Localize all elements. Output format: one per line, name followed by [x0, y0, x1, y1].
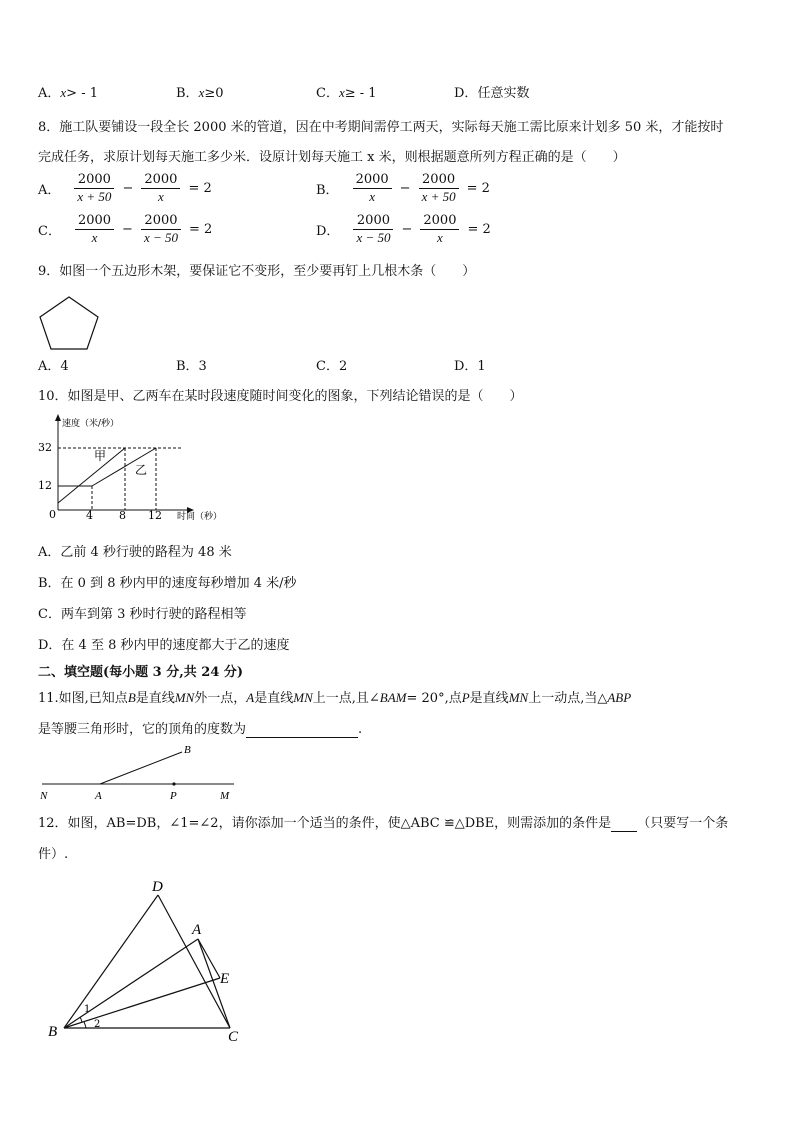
q10-option-d: D．在 4 至 8 秒内甲的速度都大于乙的速度 — [38, 638, 290, 653]
pentagon-shape — [40, 297, 98, 349]
label-b: B — [184, 744, 191, 756]
y-axis-label: 速度（米/秒） — [62, 419, 120, 429]
line-mn-figure — [38, 742, 238, 802]
label-c: C — [228, 1029, 239, 1045]
segment-ab — [100, 752, 182, 784]
q7-option-b: B．x≥0 — [176, 85, 224, 101]
fraction: $\frac{2000}{x}$ — [353, 172, 392, 205]
q7-option-d: D．任意实数 — [454, 86, 530, 101]
pentagon-figure — [36, 294, 102, 352]
line-jia — [58, 448, 125, 503]
section-title: 二、填空题(每小题 3 分,共 24 分) — [38, 665, 244, 680]
q9-option-b: B．3 — [176, 359, 207, 374]
label-jia: 甲 — [94, 449, 107, 463]
y-axis-arrow — [55, 414, 61, 421]
angle-arc-2 — [84, 1022, 86, 1028]
label-yi: 乙 — [135, 463, 148, 477]
label-e: E — [220, 971, 230, 987]
q10-stem: 10．如图是甲、乙两车在某时段速度随时间变化的图象，下列结论错误的是（ ） — [38, 389, 523, 404]
segment-be — [64, 978, 220, 1028]
q7-option-c: C．x≥ - 1 — [316, 85, 377, 101]
label-b: B — [48, 1024, 58, 1040]
segment-ae — [198, 939, 220, 978]
label-d: D — [152, 879, 163, 895]
triangle-figure — [44, 876, 254, 1046]
label-n: N — [40, 790, 48, 802]
q8-option-c: C． $\frac{2000}{x}$ − $\frac{2000}{x - 50}$ = 2 — [38, 213, 213, 245]
q12-line2: 件）. — [38, 847, 69, 862]
segment-dc — [158, 895, 230, 1028]
fraction: $\frac{2000}{x + 50}$ — [419, 172, 459, 205]
x-axis-label: 时间（秒） — [177, 512, 223, 522]
label-m: M — [220, 790, 230, 802]
q11-line1: 11.如图,已知点B是直线MN外一点，A是直线MN上一点,且∠BAM= 20°,点P是直线MN上一动点,当△ABP — [38, 690, 632, 706]
label-a: A — [192, 922, 202, 938]
answer-blank — [611, 816, 637, 832]
q9-stem: 9．如图一个五边形木架，要保证它不变形，至少要再钉上几根木条（ ） — [38, 264, 476, 279]
y-tick-32: 32 — [38, 441, 52, 454]
fraction: $\frac{2000}{x - 50}$ — [141, 213, 181, 246]
q7-options — [38, 82, 758, 102]
q8-option-b: B． $\frac{2000}{x}$ − $\frac{2000}{x + 50}$ = 2 — [316, 172, 490, 204]
q7-option-a: A．x> - 1 — [38, 85, 98, 101]
label-p: P — [170, 790, 177, 802]
y-tick-12: 12 — [38, 479, 52, 492]
x-tick-4: 4 — [86, 509, 93, 522]
q9-option-a: A．4 — [38, 359, 69, 374]
fraction: $\frac{2000}{x}$ — [141, 172, 180, 205]
q11-line2: 是等腰三角形时，它的顶角的度数为 . — [38, 722, 363, 737]
x-tick-0: 0 — [49, 508, 56, 521]
q8-option-d: D． $\frac{2000}{x - 50}$ − $\frac{2000}{x}$ = 2 — [316, 213, 491, 245]
answer-blank — [246, 722, 358, 738]
label-angle-2: 2 — [94, 1019, 101, 1030]
fraction: $\frac{2000}{x - 50}$ — [353, 213, 393, 246]
q8-stem-line1: 8．施工队要铺设一段全长 2000 米的管道，因在中考期间需停工两天，实际每天施工需比原来计划多 50 米，才能按时 — [38, 120, 724, 135]
angle-arc-1 — [80, 1017, 82, 1022]
q10-option-b: B．在 0 到 8 秒内甲的速度每秒增加 4 米/秒 — [38, 576, 297, 591]
q12-line1: 12．如图，AB=DB，∠1=∠2，请你添加一个适当的条件，使△ABC ≌△DBE，则需添加的条件是 （只要写一个条 — [38, 816, 729, 831]
q8-stem-line2: 完成任务，求原计划每天施工多少米．设原计划每天施工 x 米，则根据题意所列方程正确的是（ ） — [38, 150, 626, 165]
q9-option-c: C．2 — [316, 359, 348, 374]
fraction: $\frac{2000}{x}$ — [420, 213, 459, 246]
label-a: A — [95, 790, 102, 802]
fraction: $\frac{2000}{x + 50}$ — [74, 172, 114, 205]
q10-option-c: C．两车到第 3 秒时行驶的路程相等 — [38, 607, 247, 622]
segment-bd — [64, 895, 158, 1028]
point-p — [172, 782, 175, 785]
q8-option-a: A． $\frac{2000}{x + 50}$ − $\frac{2000}{x}$ = 2 — [38, 172, 212, 204]
x-tick-12: 12 — [148, 509, 162, 522]
fraction: $\frac{2000}{x}$ — [75, 213, 114, 246]
q9-option-d: D．1 — [454, 359, 486, 374]
q10-option-a: A．乙前 4 秒行驶的路程为 48 米 — [38, 545, 232, 560]
label-angle-1: 1 — [84, 1004, 91, 1015]
speed-time-graph — [30, 412, 250, 524]
x-tick-8: 8 — [119, 509, 126, 522]
